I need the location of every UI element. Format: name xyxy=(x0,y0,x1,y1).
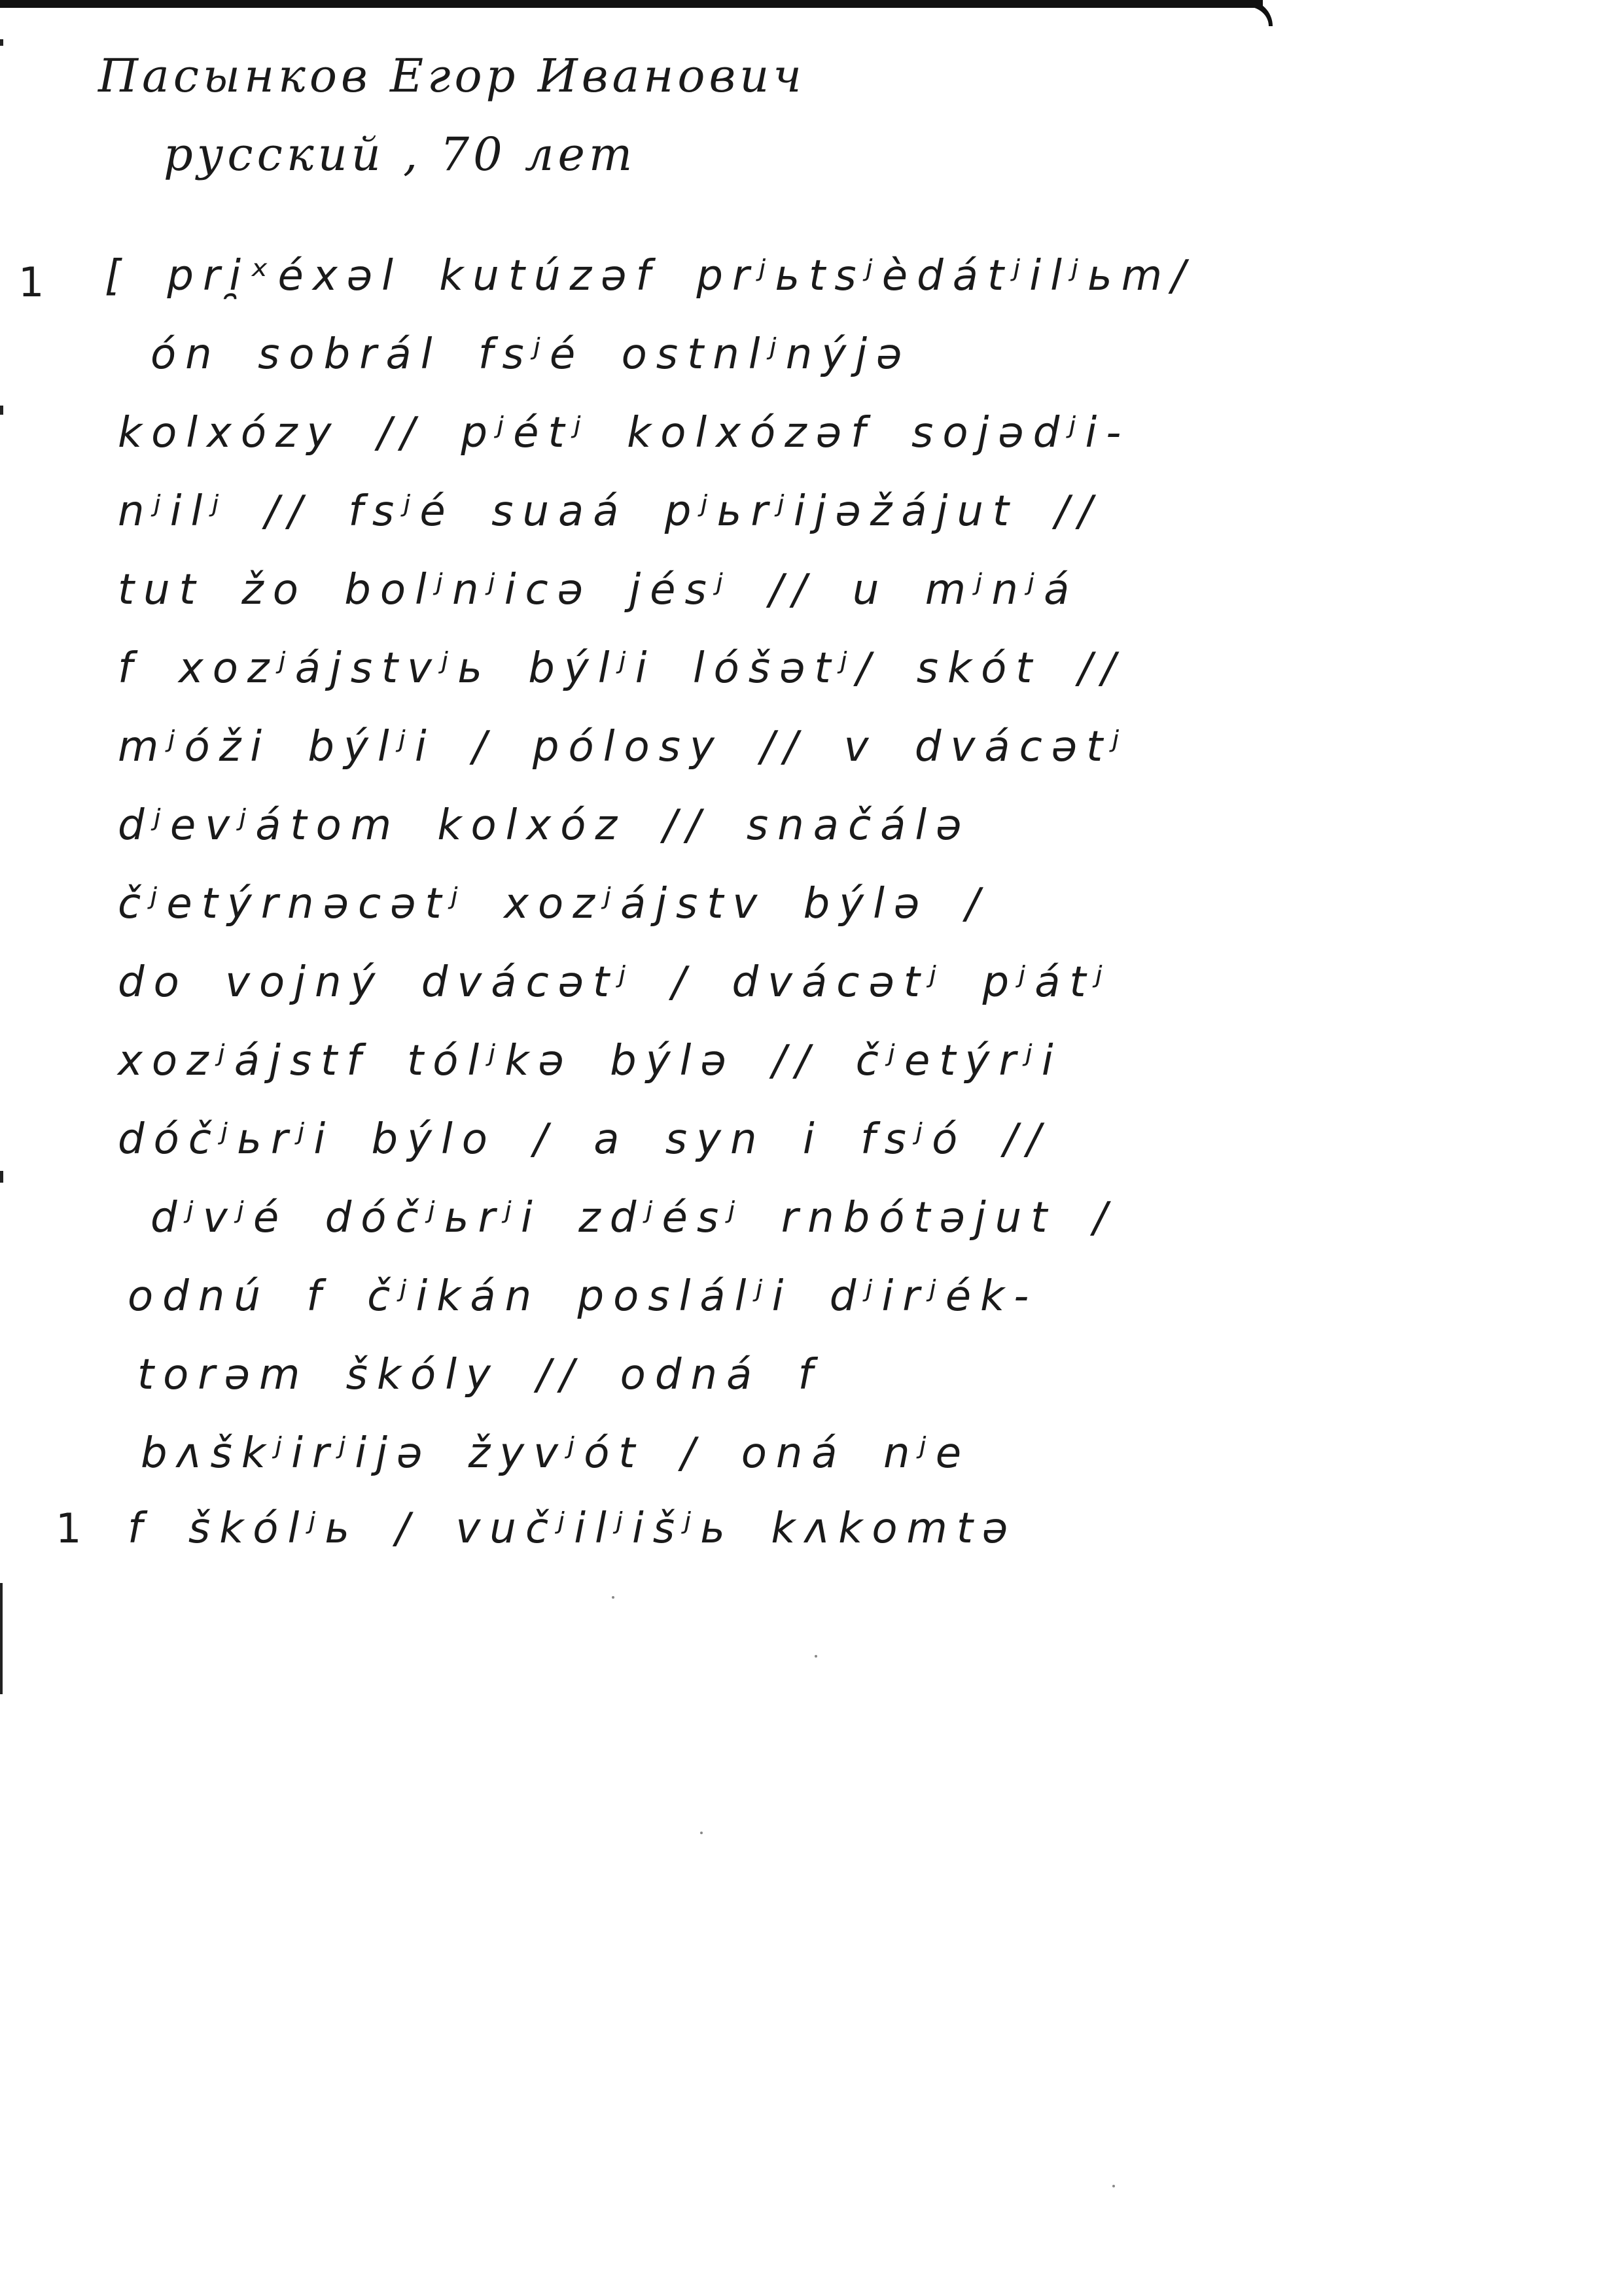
scan-speck xyxy=(815,1655,817,1658)
transcription-line: bʌškʲirʲijə žyvʲót / oná nʲe xyxy=(141,1429,971,1478)
line-number-start: 1 xyxy=(18,258,44,306)
transcription-line: dʲevʲátom kolxóz // snačálə xyxy=(118,801,971,850)
transcription-line: mʲóži býlʲi / pólosy // v dvácətʲ xyxy=(118,723,1129,771)
transcription-line: dóčʲьrʲi býlo / a syn i fsʲó // xyxy=(118,1115,1050,1164)
margin-mark xyxy=(0,1583,3,1694)
transcription-line: čʲetýrnəcətʲ xozʲájstv býlə / xyxy=(118,880,989,928)
transcription-line: torəm škóly // odná f xyxy=(137,1351,822,1399)
informant-info: русский , 70 лет xyxy=(164,128,637,181)
top-border-rule xyxy=(0,0,1263,8)
transcription-line: do vojný dvácətʲ / dvácətʲ pʲátʲ xyxy=(118,958,1112,1007)
line-number-end: 1 xyxy=(56,1505,82,1552)
transcription-line: nʲilʲ // fsʲé suaá pʲьrʲijəžájut // xyxy=(118,487,1102,536)
margin-mark xyxy=(0,1171,3,1183)
scan-speck xyxy=(1112,2185,1115,2187)
transcription-line: dʲvʲé dóčʲьrʲi zdʲésʲ rnbótəjut / xyxy=(150,1194,1117,1242)
scan-speck xyxy=(612,1596,614,1599)
informant-name: Пасынков Егор Иванович xyxy=(98,49,805,103)
transcription-line: odnú f čʲikán poslálʲi dʲirʲék- xyxy=(128,1272,1038,1321)
transcription-line: f xozʲájstvʲь býlʲi lóšətʲ/ skót // xyxy=(118,644,1125,693)
transcription-line: tut žo bolʲnʲicə jésʲ // u mʲnʲá xyxy=(118,566,1079,614)
transcription-line: [ pri̯ˣéxəl kutúzəf prʲьtsʲèdátʲilʲьm/ xyxy=(105,252,1195,300)
top-border-corner xyxy=(1246,0,1273,26)
transcription-line: kolxózy // pʲétʲ kolxózəf sojədʲi- xyxy=(118,409,1131,457)
scan-speck xyxy=(700,1832,703,1834)
margin-mark xyxy=(0,39,3,46)
margin-mark xyxy=(0,406,3,415)
transcription-line: xozʲájstf tólʲkə býlə // čʲetýrʲi xyxy=(118,1037,1063,1085)
transcription-line: f škólʲь / vučʲilʲišʲь kʌkomtə xyxy=(128,1505,1017,1553)
transcription-line: ón sobrál fsʲé ostnlʲnýjə xyxy=(150,330,911,379)
